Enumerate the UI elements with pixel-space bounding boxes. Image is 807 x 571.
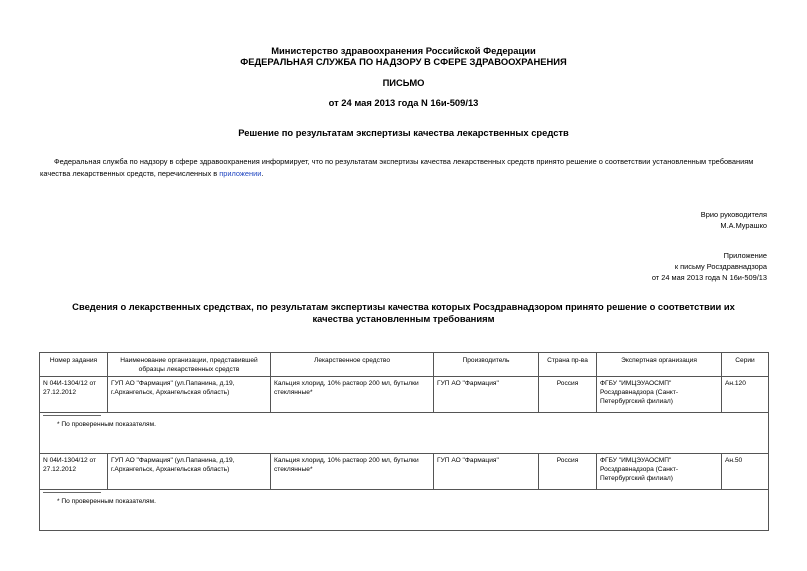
cell-organization: ГУП АО "Фармация" (ул.Папанина, д.19, г.Архангельск, Архангельская область) [108,454,271,490]
signature-name: М.А.Мурашко [720,221,767,230]
header-series: Серии [722,353,769,377]
annex-reference [652,250,767,283]
signature-block [701,209,767,231]
cell-medicine: Кальция хлорид, 10% раствор 200 мл, бутылки стеклянные* [271,454,434,490]
header-expert-organization: Экспертная организация [597,353,722,377]
annex-link[interactable]: приложении [219,169,262,178]
cell-manufacturer: ГУП АО "Фармация" [434,454,539,490]
footnote-divider [43,492,101,493]
document-date-number: от 24 мая 2013 года N 16и-509/13 [328,97,479,108]
header-organization: Наименование организации, представившей образцы лекарственных средств [108,353,271,377]
table-header-row [40,353,769,377]
cell-expert-organization: ФГБУ "ИМЦЭУАОСМП" Росздравнадзора (Санкт-Петербургский филиал) [597,377,722,413]
cell-task-number: N 04И-1304/12 от 27.12.2012 [40,454,108,490]
cell-manufacturer: ГУП АО "Фармация" [434,377,539,413]
signature-position: Врио руководителя [700,210,767,219]
cell-series: Ан.120 [722,377,769,413]
ministry-name: Министерство здравоохранения Российской Федерации [271,45,536,56]
cell-country: Россия [539,377,597,413]
service-name: ФЕДЕРАЛЬНАЯ СЛУЖБА ПО НАДЗОРУ В СФЕРЕ ЗДРАВООХРАНЕНИЯ [240,56,567,67]
cell-country: Россия [539,454,597,490]
cell-task-number: N 04И-1304/12 от 27.12.2012 [40,377,108,413]
footnote-row [40,490,769,531]
body-paragraph [40,156,768,180]
cell-medicine: Кальция хлорид, 10% раствор 200 мл, бутылки стеклянные* [271,377,434,413]
footnote-row [40,413,769,454]
document-subject: Решение по результатам экспертизы качества лекарственных средств [238,127,569,138]
table-row [40,377,769,413]
cell-organization: ГУП АО "Фармация" (ул.Папанина, д.19, г.Архангельск, Архангельская область) [108,377,271,413]
cell-expert-organization: ФГБУ "ИМЦЭУАОСМП" Росздравнадзора (Санкт-Петербургский филиал) [597,454,722,490]
footnote-text: * По проверенным показателям. [57,498,156,505]
header-task-number: Номер задания [40,353,108,377]
annex-title: Сведения о лекарственных средствах, по результатам экспертизы качества которых Росздравнадзором принято решение о соответствии их качества установленным требованиям [72,301,735,324]
document-type: ПИСЬМО [382,77,425,88]
annex-ref-line3: от 24 мая 2013 года N 16и-509/13 [651,273,767,282]
header-medicine: Лекарственное средство [271,353,434,377]
body-text-end: . [261,169,264,178]
header-manufacturer: Производитель [434,353,539,377]
footnote-cell [40,490,769,531]
footnote-text: * По проверенным показателям. [57,421,156,428]
footnote-cell [40,413,769,454]
medicines-table [39,352,769,531]
table-row [40,454,769,490]
cell-series: Ан.50 [722,454,769,490]
footnote-divider [43,415,101,416]
header-country: Страна пр-ва [539,353,597,377]
annex-ref-line1: Приложение [723,251,767,260]
annex-ref-line2: к письму Росздравнадзора [674,262,767,271]
body-text-start: Федеральная служба по надзору в сфере здравоохранения информирует, что по результатам экспертизы качества лекарственных средств принято решение о соответствии установленным требованиям качества лекарственных средств, перечисленных в [40,157,754,178]
